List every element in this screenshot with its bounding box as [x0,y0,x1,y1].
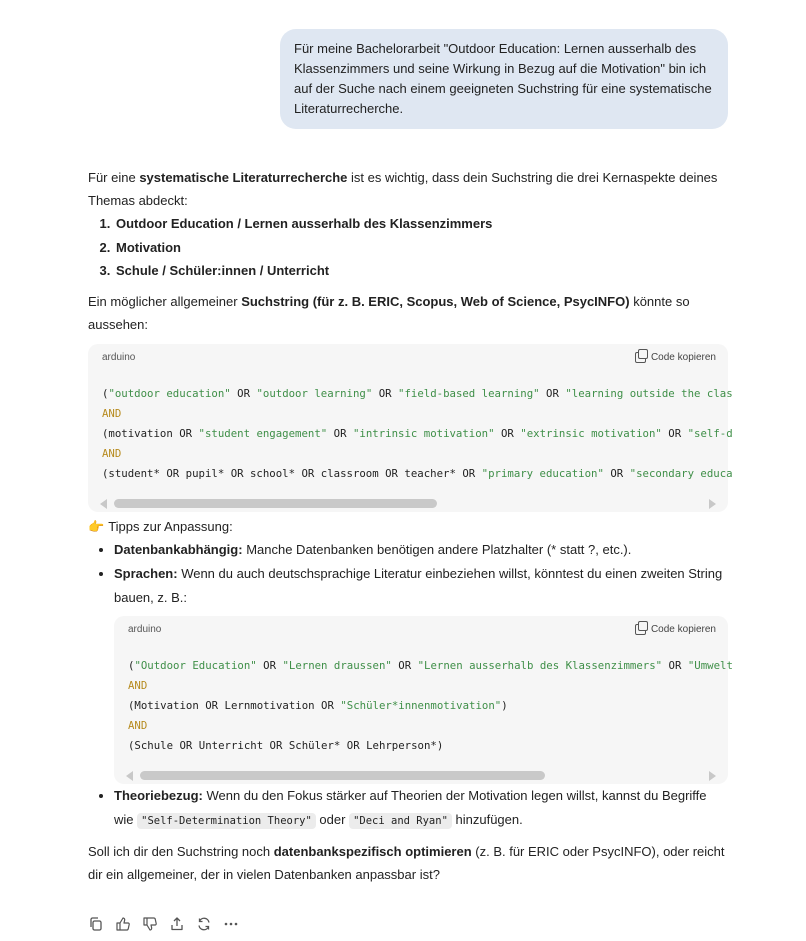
code-block-english [88,344,733,512]
aspect-list [88,212,728,283]
copy-icon [635,624,646,635]
thumbs-up-button[interactable] [115,916,131,932]
general-paragraph [88,290,728,336]
copy-code-button[interactable] [635,618,716,642]
intro-text-2: ist es wichtig, dass dein Suchstring die drei Kernaspekte deines Themas abdeckt: [88,170,718,208]
scroll-thumb[interactable] [114,499,437,508]
pointing-hand-icon: 👉 [88,518,105,534]
horizontal-scrollbar[interactable] [120,766,722,784]
copy-icon [88,916,104,932]
code-header [88,344,728,372]
share-icon [169,916,185,932]
scroll-left-arrow-icon[interactable] [126,771,133,781]
horizontal-scrollbar[interactable] [94,494,722,512]
scroll-right-arrow-icon[interactable] [709,499,716,509]
copy-code-label: Code kopieren [650,352,716,363]
inline-code: "Deci and Ryan" [349,813,452,829]
closing-paragraph: Soll ich dir den Suchstring noch datenbankspezifisch optimieren (z. B. für ERIC oder PsycINFO), oder reicht dir ein allgemeiner, der in vielen Datenbanken anpassbar ist? [88,843,725,882]
tips-list [88,538,733,833]
refresh-icon [196,916,212,932]
share-button[interactable] [169,916,185,932]
list-item: • Theoriebezug: Wenn du den Fokus stärker auf Theorien der Motivation legen willst, kannst du Begriffe wie "Self-Determination Theory" oder "Deci and Ryan" hinzufügen. [114,784,728,833]
inline-code: "Self-Determination Theory" [137,813,316,829]
more-options-button[interactable] [223,916,239,932]
user-message-bubble [280,29,728,129]
code-header [114,616,728,644]
copy-message-button[interactable] [88,916,104,932]
list-item: 1. Outdoor Education / Lernen ausserhalb des Klassenzimmers [114,212,728,236]
thumbs-down-icon [142,916,158,932]
general-text-1: Ein möglicher allgemeiner [88,293,242,309]
list-item: • Datenbankabhängig: Manche Datenbanken benötigen andere Platzhalter (* statt ?, etc.). [114,538,728,562]
general-bold: Suchstring (für z. B. ERIC, Scopus, Web of Science, PsycINFO) [241,293,630,309]
scroll-left-arrow-icon[interactable] [100,499,107,509]
regenerate-button[interactable] [196,916,212,932]
list-item: 2. Motivation [114,236,728,260]
more-icon [223,916,239,932]
assistant-response [88,166,733,886]
general-text-2: könnte so aussehen: [88,293,690,332]
copy-code-button[interactable] [635,346,716,369]
copy-icon [635,352,646,363]
intro-bold: systematische Literaturrecherche [139,170,348,185]
intro-text-1: Für eine [88,170,140,185]
scroll-thumb[interactable] [140,771,545,780]
scroll-track[interactable] [140,771,702,780]
thumbs-up-icon [115,916,131,932]
list-item: • Sprachen: Wenn du auch deutschsprachige Literatur einbeziehen willst, könntest du einen zweiten String bauen, z. B.: arduino Code kopieren ("Outdoor Education" OR "Lernen draussen" OR "Lernen ausserhalb des Klassenzimmers" OR "Umwelt AND (Motivation OR Lernmotivation OR "Schüler*innenmotivation") AND (Schule OR Unterricht OR Schüler* OR Lehrperson*) [114,562,728,784]
thumbs-down-button[interactable] [142,916,158,932]
message-actions [88,916,239,932]
scroll-track[interactable] [114,499,702,508]
tips-heading [88,515,728,538]
user-message-text: Für meine Bachelorarbeit "Outdoor Education: Lernen ausserhalb des Klassenzimmers und seine Wirkung in Bezug auf die Motivation" bin ich auf der Suche nach einem geeigneten Suchstring für eine systematische Literaturrecherche. [294,41,712,116]
code-content: ("outdoor education" OR "outdoor learning" OR "field-based learning" OR "learning outside the clas AND (motivation OR "student engagement" OR "intrinsic motivation" OR "extrinsic motivation" OR "self-d AND (student* OR pupil* OR school* OR classroom OR teacher* OR "primary education" OR "secondary educa [102,386,733,480]
scroll-right-arrow-icon[interactable] [709,771,716,781]
code-block-german [114,616,733,784]
code-content: ("Outdoor Education" OR "Lernen draussen" OR "Lernen ausserhalb des Klassenzimmers" OR "Umwelt AND (Motivation OR Lernmotivation OR "Schüler*innenmotivation") AND (Schule OR Unterricht OR Schüler* OR Lehrperson*) [128,658,733,752]
intro-paragraph [88,166,728,212]
copy-code-label: Code kopieren [650,623,716,635]
code-language-label: arduino [128,623,162,635]
list-item: 3. Schule / Schüler:innen / Unterricht [114,259,728,283]
tips-title: Tipps zur Anpassung: [108,518,233,534]
code-language-label: arduino [102,352,136,363]
